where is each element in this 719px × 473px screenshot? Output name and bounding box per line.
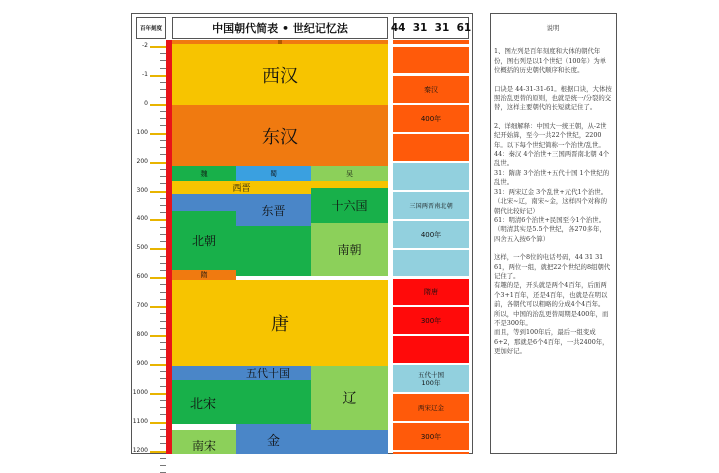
mnemonic-400-a: 400年	[393, 105, 469, 132]
ruler-tick-label: 1000	[132, 388, 148, 396]
ruler-minor-tick	[160, 169, 166, 170]
ruler-minor-tick	[160, 118, 166, 119]
notes-paragraph-4: 这样，一个8位的电话号码，44 31 31 61，两位一组，就把22个世纪的8组朝代记住了。 有趣的是，开头就是两个4百年，后面两个3+1百年，还是4百年，也就是在明以前，各朝代可以粗略的分成4个4百年。 所以，中国的治乱更替周期是400年，而不是300年。 而且，等到100年后，最后一组变成6+2，那就是6个4百年，一共2400年，更加好记。	[494, 253, 611, 356]
ruler-tick-mark	[150, 162, 166, 164]
dynasty-jin: 金	[236, 424, 311, 454]
notes-paragraph-2: 口诀是 44-31-31-61。根据口诀，大体按照治乱更替的原则，也就是统一/分裂的交替，这样主要朝代的长短就记住了。	[494, 84, 612, 112]
ruler-minor-tick	[160, 313, 166, 314]
ruler-tick-mark	[150, 451, 166, 453]
dynasty-wu: 吴	[311, 166, 388, 181]
ruler-tick-mark	[150, 133, 166, 135]
ruler-minor-tick	[160, 292, 166, 293]
ruler-minor-tick	[160, 407, 166, 408]
mnemonic-300-b: 300年	[393, 423, 469, 450]
ruler-minor-tick	[160, 154, 166, 155]
ruler-minor-tick	[160, 386, 166, 387]
dynasty-xihan: 西汉	[172, 44, 388, 105]
xijin-right-strip	[311, 181, 388, 188]
dynasty-shu: 蜀	[236, 166, 311, 181]
mnemonic-suitang: 隋唐	[393, 279, 469, 305]
ruler-minor-tick	[160, 147, 166, 148]
ruler-scale	[132, 40, 172, 454]
dynasty-shiliuguo: 十六国	[311, 188, 388, 223]
ruler-minor-tick	[160, 111, 166, 112]
ruler-minor-tick	[160, 205, 166, 206]
ruler-minor-tick	[160, 198, 166, 199]
mnemonic-sg-4	[393, 250, 469, 276]
jin-extension	[311, 430, 388, 454]
ruler-tick-label: 600	[136, 273, 148, 281]
ruler-minor-tick	[160, 342, 166, 343]
ruler-tick-label: 500	[136, 244, 148, 252]
dynasty-nanchao: 南朝	[311, 223, 388, 276]
ruler-minor-tick	[160, 443, 166, 444]
ruler-tick-mark	[150, 393, 166, 395]
ruler-minor-tick	[160, 183, 166, 184]
ruler-minor-tick	[160, 414, 166, 415]
dynasty-dongjin: 东晋	[236, 194, 311, 226]
dynasty-wudai: 五代十国	[236, 366, 311, 380]
ruler-minor-tick	[160, 263, 166, 264]
mnemonic-400-b: 400年	[393, 221, 469, 248]
ruler-tick-label: 400	[136, 215, 148, 223]
ruler-minor-tick	[160, 465, 166, 466]
notes-panel	[490, 13, 617, 454]
ruler-minor-tick	[160, 436, 166, 437]
mnemonic-300-a: 300年	[393, 307, 469, 334]
ruler-minor-tick	[160, 234, 166, 235]
ruler-tick-mark	[150, 277, 166, 279]
mnemonic-qin-top	[393, 47, 469, 73]
notes-paragraph-3: 2、详细解释：中国大一统王朝，从-2世纪开始算，至今一共22个世纪，2200年。以下每个世纪简称一个治世/乱世。 44：秦汉 4个治世+三国两晋南北朝 4个乱世。 31：隋唐 3个治世+五代十国 1个世纪的乱世。 31：两宋辽金 3个乱世+元代1个治世。（北宋~辽，南宋~金，这样四个对称的朝代比较好记） 61：明清6个治世+民国至今1个治世。（明清其实是5.5个世纪，各270多年，四舍五入按6个算）	[494, 121, 610, 243]
ruler-tick-mark	[150, 306, 166, 308]
ruler-minor-tick	[160, 429, 166, 430]
ruler-tick-label: 100	[136, 128, 148, 136]
chart-title: 中国朝代简表 • 世纪记忆法	[172, 17, 388, 39]
ruler-tick-label: 1200	[132, 446, 148, 454]
notes-paragraph-1: 1、图左列是百年刻度和大体的朝代年份，图右列是以1个世纪（100年）为单位概括的历史朝代顺序和长度。	[494, 47, 607, 75]
ruler-tick-label: 800	[136, 331, 148, 338]
ruler-tick-mark	[150, 248, 166, 250]
ruler-header: 百年刻度	[136, 17, 166, 39]
ruler-minor-tick	[160, 256, 166, 257]
ruler-tick-label: 200	[136, 157, 148, 165]
ruler-minor-tick	[160, 328, 166, 329]
ruler-tick-label: 0	[144, 99, 148, 107]
ruler-minor-tick	[160, 378, 166, 379]
dynasty-tang: 唐	[172, 280, 388, 366]
ruler-minor-tick	[160, 299, 166, 300]
ruler-tick-label: -1	[142, 70, 148, 78]
ruler-minor-tick	[160, 227, 166, 228]
ruler-tick-label: 300	[136, 186, 148, 194]
mnemonic-wudai: 五代十国 100年	[393, 365, 469, 392]
ruler-minor-tick	[160, 241, 166, 242]
mnemonic-liangsong: 两宋辽金	[393, 394, 469, 421]
ruler-tick-mark	[150, 422, 166, 424]
ruler-tick-label: 700	[136, 302, 148, 310]
dynasty-nansong: 南宋	[172, 430, 236, 454]
ruler-tick-label: -2	[142, 42, 148, 49]
ruler-minor-tick	[160, 68, 166, 69]
dynasty-beichao: 北朝	[172, 211, 236, 269]
ruler-minor-tick	[160, 176, 166, 177]
dynasty-beisong: 北宋	[172, 380, 311, 424]
ruler-tick-mark	[150, 46, 166, 48]
ruler-minor-tick	[160, 357, 166, 358]
ruler-tick-mark	[150, 364, 166, 366]
wudai-left	[172, 366, 236, 380]
notes-title: 说明	[546, 24, 560, 32]
dynasty-wei: 魏	[172, 166, 236, 181]
ruler-minor-tick	[160, 53, 166, 54]
ruler-minor-tick	[160, 60, 166, 61]
dongjin-left	[172, 194, 236, 211]
dynasty-xijin: 西晋	[172, 181, 311, 194]
ruler-minor-tick	[160, 82, 166, 83]
dynasty-sui: 隋	[172, 270, 236, 280]
ruler-minor-tick	[160, 284, 166, 285]
mnemonic-qinhan: 秦汉	[393, 76, 469, 103]
ruler-tick-label: 900	[136, 359, 148, 367]
mnemonic-han-end	[393, 134, 469, 161]
mnemonic-sanguo: 三国两晋南北朝	[393, 192, 469, 219]
ruler-minor-tick	[160, 140, 166, 141]
mnemonic-header: 44 31 31 61	[393, 17, 469, 39]
ruler-minor-tick	[160, 89, 166, 90]
ruler-tick-mark	[150, 75, 166, 77]
ruler-minor-tick	[160, 371, 166, 372]
ruler-tick-mark	[150, 104, 166, 106]
dynasty-liao: 辽	[311, 366, 388, 430]
ruler-minor-tick	[160, 212, 166, 213]
mnemonic-sg-1	[393, 163, 469, 190]
ruler-minor-tick	[160, 458, 166, 459]
mnemonic-pre	[393, 40, 469, 44]
ruler-tick-mark	[150, 219, 166, 221]
dynasty-donghan: 东汉	[172, 105, 388, 166]
ruler-tick-mark	[150, 191, 166, 193]
ruler-minor-tick	[160, 400, 166, 401]
ruler-minor-tick	[160, 125, 166, 126]
ruler-minor-tick	[160, 270, 166, 271]
beichao-extension	[236, 226, 311, 269]
ruler-minor-tick	[160, 349, 166, 350]
ruler-tick-mark	[150, 335, 166, 337]
ruler-minor-tick	[160, 97, 166, 98]
ruler-tick-label: 1100	[132, 417, 148, 425]
mnemonic-tang-end	[393, 336, 469, 363]
ruler-minor-tick	[160, 321, 166, 322]
